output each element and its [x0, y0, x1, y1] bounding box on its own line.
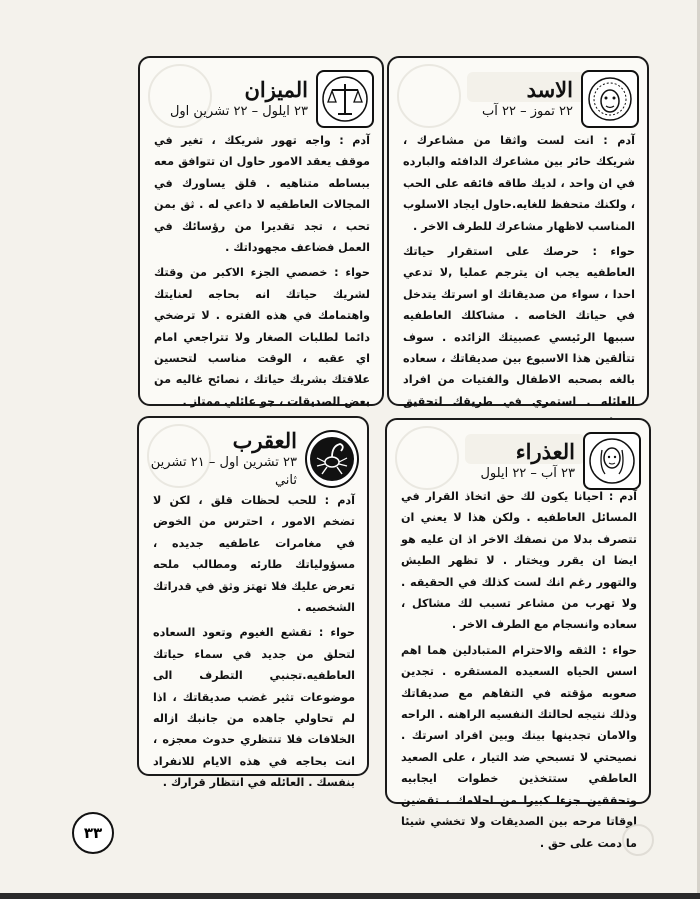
sign-header: [139, 426, 359, 492]
horoscope-box-virgo: [385, 418, 651, 850]
sign-dates: ٢٣ ايلول – ٢٢ تشرين اول: [169, 104, 308, 119]
sign-name: العقرب: [232, 428, 297, 453]
sign-dates: ٢٢ تموز – ٢٢ آب: [482, 104, 573, 119]
sign-titles: [170, 77, 308, 121]
sign-name: الميزان: [244, 77, 308, 102]
adam-paragraph: آدم : انت لست واثقا من مشاعرك ، شريكك حائر بين مشاعرك الدافئه والبارده في ان واحد ، لديك طاقه فائقه على الحب ، ولكنك متحفظ للغايه.حاول ايجاد الاسلوب المناسب لاظهار مشاعرك للطرف الاخر .: [403, 134, 635, 233]
sign-dates: ٢٣ تشرين اول – ٢١ تشرين ثاني: [150, 455, 297, 488]
sign-titles: [482, 77, 573, 121]
sign-name: العذراء: [515, 439, 575, 464]
horoscope-box-scorpio: [137, 416, 369, 790]
adam-paragraph: آدم : واجه تهور شريكك ، تغير في موقف يعقد الامور حاول ان تتوافق معه ببساطه متناهيه . قلق يساورك في المجالات العاطفيه لا داعي له . ثق بمن تحب ، تجد تقديرا من رؤسائك في العمل فضاعف مجهوداتك .: [154, 134, 370, 255]
sign-text: [401, 486, 637, 858]
adam-paragraph: آدم : احيانا يكون لك حق اتخاذ القرار في المسائل العاطفيه . ولكن هذا لا يعني ان تتصرف بدلا من نصفك الاخر اذ ان عليه هو ايضا ان يقرر ويختار . لا تظهر الطيش والتهور رغم انك لست كذلك في الحقيقه . ولا تهرب من مشاعر تسبب لك مشاكل ، سعاده وانسجام مع الطرف الاخر .: [401, 490, 637, 632]
sign-titles: [480, 439, 575, 483]
hawa-paragraph: حواء : خصصي الجزء الاكبر من وقتك لشريك حياتك انه بحاجه لعنايتك واهتمامك في هذه الفتره . لا ترضخي دائما لطلبات الصغار ولا تتراجعي امام اي عقبه ، الوقت مناسب لتحسين علاقتك بشريك حياتك ، نصائح غاليه من بعض الصديقات ، جو عائلي ممتاز .: [154, 266, 370, 408]
bleed-through-shadow: [395, 426, 459, 490]
bleed-through-page-number: [622, 824, 654, 856]
sign-dates: ٢٣ آب – ٢٢ ايلول: [480, 466, 575, 481]
virgin-icon: [583, 432, 641, 490]
sign-header: [170, 66, 374, 132]
sign-text: [154, 130, 370, 416]
hawa-paragraph: حواء : حرصك على استقرار حياتك العاطفيه يجب ان يترجم عمليا ,لا تدعي احدا ، سواء من صديقاتك او اسرتك يتدخل في حياتك الخاصه . مشاكلك العاطفيه سببها الرئيسي عصبيتك الزائده . سوف تتألقين هذا الاسبوع بين صديقاتك ، سعاده بالغه بصحبه الاطفال والفتيات من افراد العائله . استمري في طريقك لتحقيق: [403, 245, 635, 408]
sign-titles: [139, 428, 297, 490]
scan-bottom-edge: [0, 893, 700, 899]
horoscope-box-leo: [387, 56, 649, 406]
hawa-paragraph: حواء : تقشع الغيوم وتعود السعاده لتحلق من جديد في سماء حياتك العاطفيه.تجنبي التطرف الى موضوعات تثير غضب صديقاتك ، اذا لم تحاولي جاهده من جانبك ازاله الخلافات فلا تنتظري حدوث معجزه ، انت بحاجه في هذه الايام للانفراد بنفسك . العائله في انتظار قرارك .: [153, 626, 355, 790]
bleed-through-shadow: [397, 64, 461, 128]
sign-text: [153, 490, 355, 798]
adam-paragraph: آدم : للحب لحظات قلق ، لكن لا تضخم الامور ، احترس من الخوض في مغامرات عاطفيه جديده ، مسؤولياتك طارئه ومطالب ملحه تعرض عليك فلا تهتز وثق في قدراتك الشخصيه .: [153, 494, 355, 615]
scorpion-icon: [305, 430, 359, 488]
sign-header: [482, 66, 639, 132]
scales-icon: [316, 70, 374, 128]
sign-header: [480, 428, 641, 494]
horoscope-box-libra: [138, 56, 384, 406]
hawa-paragraph: حواء : الثقه والاحترام المتبادلين هما اهم اسس الحياه السعيده المستقره . تجدين صعوبه مؤقته في التفاهم مع صديقاتك وذلك نتيجه لحالتك النفسيه الراهنه . الراحه والامان تجدينها بينك وبين افراد اسرتك . نصيحتي لا تسبحي ضد التيار ، على الصعيد العاطفي ستتخذين خطوات ايجابيه وتحققين جزءا كبيرا من احلامك ، تقضين اوقاتا مرحه بين الصديقات ولا تخشي شيئا ما دمت على حق .: [401, 643, 637, 850]
sign-name: الاسد: [526, 77, 573, 102]
page-number: ٣٣: [72, 812, 114, 854]
sign-text: [403, 130, 635, 438]
lion-icon: [581, 70, 639, 128]
